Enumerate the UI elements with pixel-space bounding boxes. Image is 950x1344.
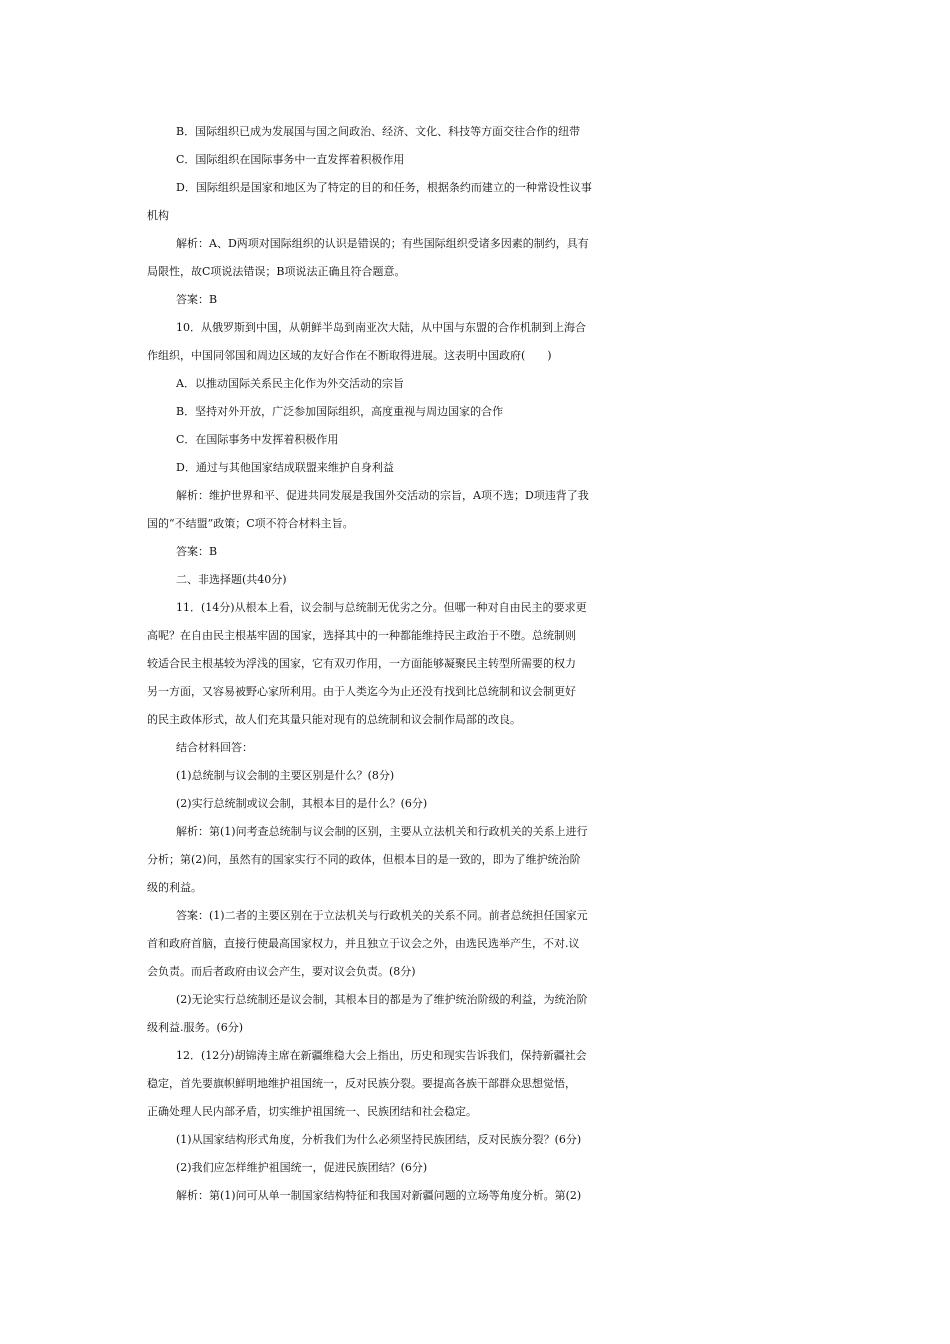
analysis-11-line-3: 级的利益。 [147, 881, 202, 894]
question-12-line-3: 正确处理人民内部矛盾，切实维护祖国统一、民族团结和社会稳定。 [147, 1105, 477, 1118]
answer-11-line-2: 首和政府首脑，直接行使最高国家权力，并且独立于议会之外，由选民选举产生，不对.议 [147, 937, 580, 950]
q10-option-b: B．坚持对外开放，广泛参加国际组织，高度重视与周边国家的合作 [176, 405, 504, 418]
answer-11-line-4: (2)无论实行总统制还是议会制，其根本目的都是为了维护统治阶级的利益，为统治阶 [176, 993, 588, 1006]
question-10-line-2: 作组织，中国同邻国和周边区域的友好合作在不断取得进展。这表明中国政府( ) [147, 349, 552, 362]
analysis-11-line-1: 解析：第(1)问考查总统制与议会制的区别，主要从立法机关和行政机关的关系上进行 [176, 825, 588, 838]
question-11-line-3: 较适合民主根基较为浮浅的国家，它有双刃作用，一方面能够凝聚民主转型所需要的权力 [147, 657, 576, 670]
question-11-part-2: (2)实行总统制或议会制，其根本目的是什么？(6分) [176, 797, 428, 810]
analysis-10-line-2: 国的“不结盟”政策；C项不符合材料主旨。 [147, 517, 354, 530]
analysis-9-line-1: 解析：A、D两项对国际组织的认识是错误的；有些国际组织受诸多因素的制约，具有 [176, 237, 589, 250]
analysis-10-line-1: 解析：维护世界和平、促进共同发展是我国外交活动的宗旨，A项不选；D项违背了我 [176, 489, 589, 502]
answer-10: 答案：B [176, 545, 218, 558]
answer-11-line-5: 级利益.服务。(6分) [147, 1021, 244, 1034]
question-11-prompt: 结合材料回答： [176, 741, 253, 754]
question-11-line-4: 另一方面，又容易被野心家所利用。由于人类迄今为止还没有找到比总统制和议会制更好 [147, 685, 576, 698]
question-12-line-2: 稳定，首先要旗帜鲜明地维护祖国统一，反对民族分裂。要提高各族干部群众思想觉悟， [147, 1077, 576, 1090]
option-d-continuation: 机构 [147, 209, 169, 222]
q10-option-c: C．在国际事务中发挥着积极作用 [176, 433, 339, 446]
question-12-part-2: (2)我们应怎样维护祖国统一，促进民族团结？(6分) [176, 1161, 428, 1174]
q10-option-d: D．通过与其他国家结成联盟来维护自身利益 [176, 461, 394, 474]
question-12-part-1: (1)从国家结构形式角度，分析我们为什么必须坚持民族团结，反对民族分裂？(6分) [176, 1133, 582, 1146]
analysis-12-line-1: 解析：第(1)问可从单一制国家结构特征和我国对新疆问题的立场等角度分析。第(2) [176, 1189, 582, 1202]
option-c-line: C．国际组织在国际事务中一直发挥着积极作用 [176, 153, 405, 166]
q10-option-a: A．以推动国际关系民主化作为外交活动的宗旨 [176, 377, 404, 390]
answer-11-line-3: 会负责。而后者政府由议会产生，要对议会负责。(8分) [147, 965, 416, 978]
question-12-line-1: 12．(12分)胡锦涛主席在新疆维稳大会上指出，历史和现实告诉我们，保持新疆社会 [176, 1049, 587, 1062]
question-11-line-5: 的民主政体形式，故人们充其量只能对现有的总统制和议会制作局部的改良。 [147, 713, 521, 726]
answer-11-line-1: 答案：(1)二者的主要区别在于立法机关与行政机关的关系不同。前者总统担任国家元 [176, 909, 588, 922]
question-11-line-2: 高呢？在自由民主根基牢固的国家，选择其中的一种都能维持民主政治于不堕。总统制则 [147, 629, 576, 642]
option-d-line: D．国际组织是国家和地区为了特定的目的和任务，根据条约而建立的一种常设性议事 [176, 181, 592, 194]
question-11-line-1: 11．(14分)从根本上看，议会制与总统制无优劣之分。但哪一种对自由民主的要求更 [176, 601, 587, 614]
analysis-9-line-2: 局限性，故C项说法错误；B项说法正确且符合题意。 [147, 265, 406, 278]
section-heading: 二、非选择题(共40分) [176, 573, 287, 586]
question-10-line-1: 10．从俄罗斯到中国，从朝鲜半岛到南亚次大陆，从中国与东盟的合作机制到上海合 [176, 321, 586, 334]
answer-9: 答案：B [176, 293, 218, 306]
option-b-line: B．国际组织已成为发展国与国之间政治、经济、文化、科技等方面交往合作的纽带 [176, 125, 581, 138]
question-11-part-1: (1)总统制与议会制的主要区别是什么？(8分) [176, 769, 395, 782]
analysis-11-line-2: 分析；第(2)问，虽然有的国家实行不同的政体，但根本目的是一致的，即为了维护统治阶 [147, 853, 581, 866]
